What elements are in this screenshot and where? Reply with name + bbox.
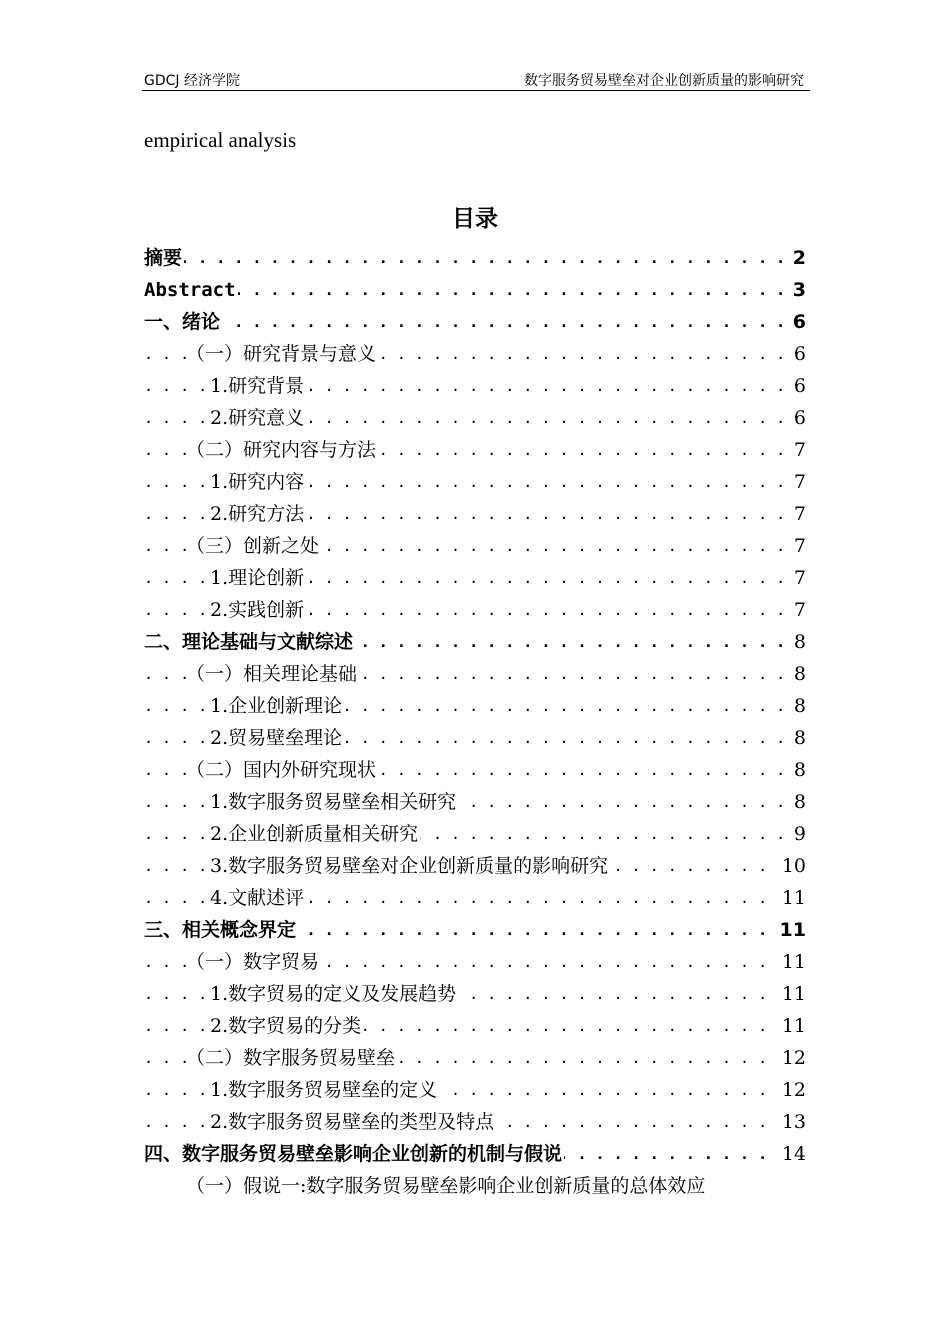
toc-entry-text: 1.研究背景	[210, 375, 305, 397]
toc-entry-page: 6	[791, 372, 806, 400]
toc-entry-page: 8	[791, 756, 806, 784]
toc-entry-page: 11	[779, 980, 806, 1008]
toc-entry-page: 7	[791, 596, 806, 624]
toc-entry-text: 1.研究内容	[210, 471, 305, 493]
toc-entry[interactable]	[144, 980, 806, 1012]
toc-entry[interactable]	[144, 820, 806, 852]
toc-entry-text: （二）数字服务贸易壁垒	[186, 1047, 396, 1069]
toc-entry-text: 2.研究方法	[210, 503, 305, 525]
toc-title: 目录	[452, 206, 498, 232]
toc-entry-page: 7	[791, 436, 806, 464]
page-header	[142, 68, 810, 91]
toc-entry-text: Abstract	[144, 279, 236, 301]
toc-entry[interactable]	[144, 788, 806, 820]
toc-entry-page: 12	[779, 1076, 806, 1104]
toc-entry-page: 9	[791, 820, 806, 848]
toc-entry[interactable]	[144, 372, 806, 404]
toc-entry[interactable]	[144, 404, 806, 436]
toc-entry-page: 11	[779, 884, 806, 912]
toc-entry-text: 2.研究意义	[210, 407, 305, 429]
toc-entry[interactable]	[144, 884, 806, 916]
toc-entry-text: （一）研究背景与意义	[186, 343, 377, 365]
header-right-text: 数字服务贸易壁垒对企业创新质量的影响研究	[524, 73, 804, 89]
toc-entry-page: 8	[791, 660, 806, 688]
toc-entry-text: 2.企业创新质量相关研究	[210, 823, 419, 845]
toc-entry[interactable]	[144, 916, 806, 948]
toc-entry[interactable]	[144, 468, 806, 500]
toc-entry[interactable]	[144, 948, 806, 980]
toc-entry[interactable]	[144, 1108, 806, 1140]
toc-entry-page: 6	[790, 308, 806, 336]
toc-entry-page: 10	[779, 852, 806, 880]
toc-entry-text: （二）国内外研究现状	[186, 759, 377, 781]
toc-entry-text: 2.实践创新	[210, 599, 305, 621]
toc-entry[interactable]	[144, 436, 806, 468]
toc-entry-text: 3.数字服务贸易壁垒对企业创新质量的影响研究	[210, 855, 609, 877]
toc-entry-page: 6	[791, 404, 806, 432]
toc-entry-text: （一）假说一:数字服务贸易壁垒影响企业创新质量的总体效应	[186, 1175, 706, 1197]
toc-entry-text: 2.数字贸易的分类	[210, 1015, 362, 1037]
toc-entry-page: 7	[791, 564, 806, 592]
toc-entry[interactable]	[144, 340, 806, 372]
toc-entry-page: 7	[791, 500, 806, 528]
toc-entry[interactable]	[144, 660, 806, 692]
toc-entry-page: 3	[790, 276, 806, 304]
toc-entry-text: 二、理论基础与文献综述	[144, 631, 354, 653]
toc-entry-page: 7	[791, 532, 806, 560]
toc-entry[interactable]	[144, 564, 806, 596]
toc-entry-text: （一）相关理论基础	[186, 663, 358, 685]
toc-entry-page: 11	[779, 948, 806, 976]
toc-entry-text: 1.数字服务贸易壁垒的定义	[210, 1079, 438, 1101]
toc-entry-text: 1.理论创新	[210, 567, 305, 589]
toc-entry-page: 8	[791, 628, 806, 656]
toc-entry-text: 1.数字贸易的定义及发展趋势	[210, 983, 457, 1005]
toc-entry[interactable]	[144, 756, 806, 788]
toc-entry[interactable]	[144, 308, 806, 340]
toc-entry-page: 2	[790, 244, 806, 272]
toc-entry-text: 2.数字服务贸易壁垒的类型及特点	[210, 1111, 495, 1133]
toc-entry-text: （三）创新之处	[186, 535, 320, 557]
toc-entry-page: 11	[777, 916, 806, 944]
toc-entry-page: 6	[791, 340, 806, 368]
toc-entry-page: 14	[779, 1140, 806, 1168]
toc-entry-text: 四、数字服务贸易壁垒影响企业创新的机制与假说	[144, 1143, 563, 1165]
toc-entry-page: 12	[779, 1044, 806, 1072]
toc-entry[interactable]	[144, 596, 806, 628]
toc-entry[interactable]	[144, 1172, 806, 1204]
toc-entry[interactable]	[144, 1012, 806, 1044]
toc-entry-text: 摘要	[144, 247, 183, 269]
toc-entry[interactable]	[144, 1140, 806, 1172]
toc-entry[interactable]	[144, 500, 806, 532]
toc-entry-text: 三、相关概念界定	[144, 919, 297, 941]
table-of-contents	[144, 244, 806, 1204]
toc-entry[interactable]	[144, 532, 806, 564]
toc-entry-page: 13	[779, 1108, 806, 1136]
toc-entry-text: （一）数字贸易	[186, 951, 320, 973]
toc-entry[interactable]	[144, 852, 806, 884]
carryover-text: empirical analysis	[144, 128, 297, 152]
toc-entry-text: 1.企业创新理论	[210, 695, 343, 717]
toc-entry-text: 4.文献述评	[210, 887, 305, 909]
toc-entry[interactable]	[144, 628, 806, 660]
toc-entry-page: 7	[791, 468, 806, 496]
toc-entry-page: 8	[791, 788, 806, 816]
toc-entry-page: 8	[791, 724, 806, 752]
toc-entry-page: 8	[791, 692, 806, 720]
toc-entry[interactable]	[144, 724, 806, 756]
toc-entry[interactable]	[144, 692, 806, 724]
toc-entry-text: 一、绪论	[144, 311, 221, 333]
header-left-text: GDCJ 经济学院	[144, 73, 240, 89]
toc-entry-page: 11	[779, 1012, 806, 1040]
toc-entry[interactable]	[144, 1044, 806, 1076]
toc-entry[interactable]	[144, 244, 806, 276]
toc-entry[interactable]	[144, 1076, 806, 1108]
toc-entry-text: 2.贸易壁垒理论	[210, 727, 343, 749]
toc-entry-text: 1.数字服务贸易壁垒相关研究	[210, 791, 457, 813]
toc-entry-text: （二）研究内容与方法	[186, 439, 377, 461]
toc-entry[interactable]	[144, 276, 806, 308]
